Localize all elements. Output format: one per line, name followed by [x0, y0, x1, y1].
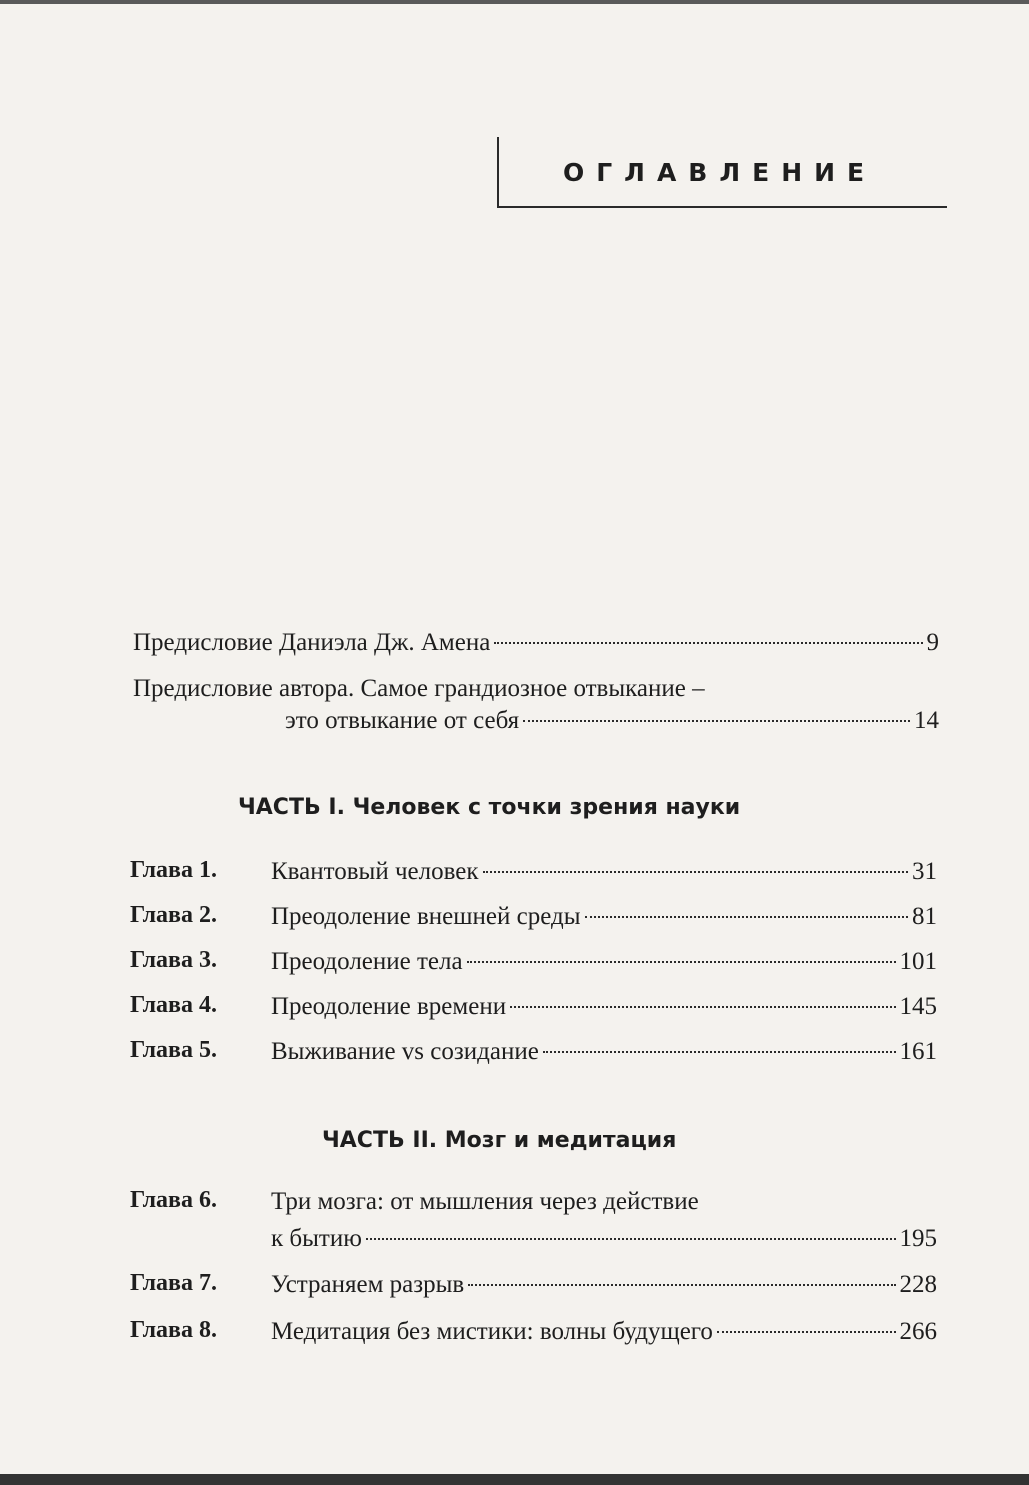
- toc-page-number: 161: [899, 1038, 937, 1065]
- heading-rule-horizontal: [497, 206, 947, 208]
- dot-leader: [523, 720, 910, 722]
- toc-entry-title-line1: Три мозга: от мышления через действие: [271, 1188, 699, 1215]
- chapter-label: Глава 7.: [130, 1270, 217, 1296]
- toc-entry-title: Квантовый человек: [271, 858, 479, 885]
- part-heading-2: ЧАСТЬ II. Мозг и медитация: [322, 1128, 677, 1153]
- page-title: ОГЛАВЛЕНИЕ: [563, 158, 877, 187]
- toc-entry-chapter-1[interactable]: [271, 857, 937, 887]
- toc-entry-chapter-8[interactable]: [271, 1317, 937, 1347]
- toc-entry-chapter-7[interactable]: [271, 1270, 937, 1300]
- dot-leader: [483, 871, 909, 873]
- toc-entry-title-line2: к бытию: [271, 1225, 362, 1252]
- toc-entry-chapter-5[interactable]: [271, 1037, 937, 1067]
- dot-leader: [510, 1006, 895, 1008]
- heading-rule-vertical: [497, 137, 499, 207]
- dot-leader: [585, 916, 908, 918]
- toc-entry-title: Медитация без мистики: волны будущего: [271, 1318, 713, 1345]
- chapter-label: Глава 5.: [130, 1037, 217, 1063]
- toc-entry-title: Устраняем разрыв: [271, 1271, 465, 1298]
- toc-entry-chapter-2[interactable]: [271, 902, 937, 932]
- dot-leader: [717, 1331, 896, 1333]
- toc-entry-foreword-author[interactable]: [285, 706, 939, 736]
- toc-page-number: 266: [899, 1318, 937, 1345]
- toc-entry-title-line2: это отвыкание от себя: [285, 707, 520, 734]
- chapter-label: Глава 3.: [130, 947, 217, 973]
- toc-entry-foreword-amen[interactable]: [133, 628, 939, 658]
- chapter-label: Глава 1.: [130, 857, 217, 883]
- toc-entry-chapter-3[interactable]: [271, 947, 937, 977]
- dot-leader: [467, 961, 896, 963]
- part-heading-1: ЧАСТЬ I. Человек с точки зрения науки: [238, 795, 741, 820]
- dot-leader: [468, 1284, 895, 1286]
- toc-page-number: 228: [899, 1271, 937, 1298]
- page-bottom-edge: [0, 1474, 1029, 1485]
- dot-leader: [366, 1238, 896, 1240]
- toc-entry-title: Выживание vs созидание: [271, 1038, 539, 1065]
- toc-page-number: 145: [899, 993, 937, 1020]
- toc-page-number: 9: [926, 629, 939, 656]
- toc-page-number: 14: [914, 707, 939, 734]
- toc-entry-chapter-6[interactable]: [271, 1224, 937, 1254]
- toc-page-number: 101: [899, 948, 937, 975]
- page-top-edge: [0, 0, 1029, 4]
- toc-entry-title: Преодоление внешней среды: [271, 903, 581, 930]
- toc-entry-title-line1: Предисловие автора. Самое грандиозное отвыкание –: [133, 675, 705, 702]
- chapter-label: Глава 6.: [130, 1187, 217, 1213]
- toc-entry-title: Преодоление тела: [271, 948, 463, 975]
- toc-entry-title: Преодоление времени: [271, 993, 507, 1020]
- toc-page-number: 195: [899, 1225, 937, 1252]
- toc-page-number: 31: [912, 858, 937, 885]
- dot-leader: [543, 1051, 896, 1053]
- chapter-label: Глава 4.: [130, 992, 217, 1018]
- chapter-label: Глава 8.: [130, 1317, 217, 1343]
- toc-page-number: 81: [912, 903, 937, 930]
- dot-leader: [494, 642, 922, 644]
- toc-entry-title: Предисловие Даниэла Дж. Амена: [133, 629, 491, 656]
- toc-entry-chapter-4[interactable]: [271, 992, 937, 1022]
- chapter-label: Глава 2.: [130, 902, 217, 928]
